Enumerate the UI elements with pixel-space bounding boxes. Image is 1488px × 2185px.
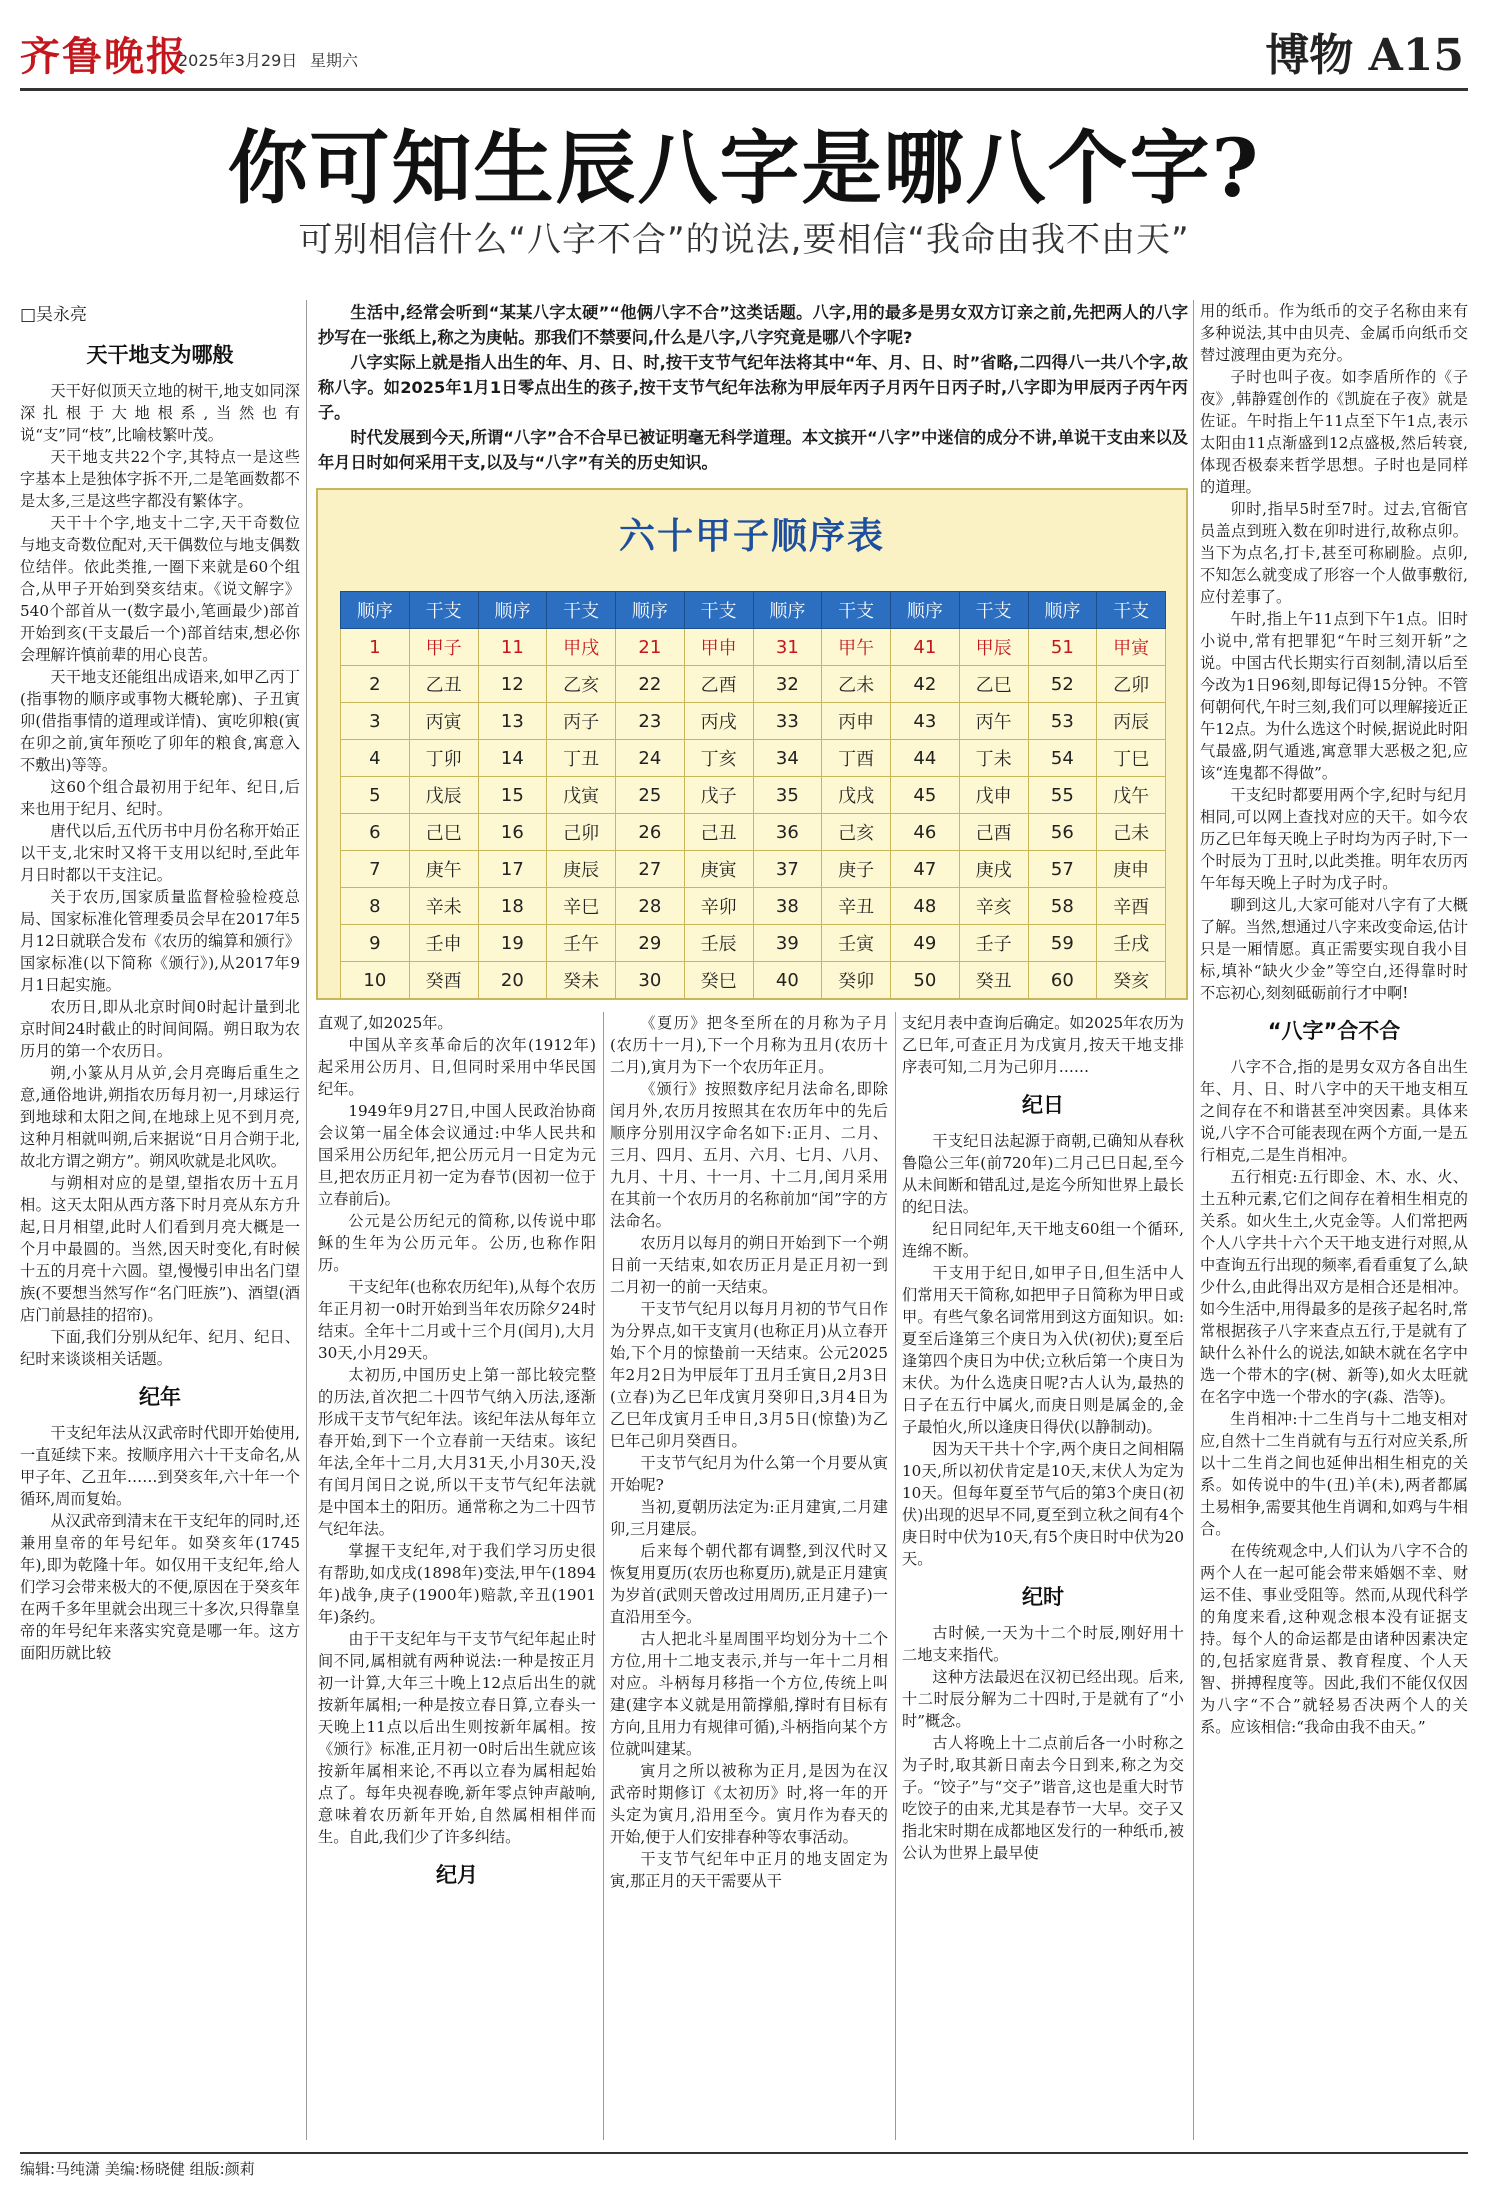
header-rule	[20, 88, 1468, 91]
table-header-cell: 顺序	[753, 592, 822, 629]
order-cell: 38	[753, 888, 822, 925]
headline: 你可知生辰八字是哪八个字?	[227, 121, 1261, 215]
ganzhi-cell: 甲辰	[959, 629, 1028, 666]
paragraph: 天干好似顶天立地的树干,地支如同深深扎根于大地根系,当然也有说“支”同“枝”,比喻枝繁叶茂。	[20, 382, 300, 444]
ganzhi-cell: 庚申	[1097, 851, 1166, 888]
ganzhi-cell: 乙巳	[959, 666, 1028, 703]
order-cell: 27	[616, 851, 685, 888]
column-4	[902, 1012, 1184, 2140]
subheading: 纪日	[1022, 1093, 1064, 1117]
paragraph: 掌握干支纪年,对于我们学习历史很有帮助,如戊戌(1898年)变法,甲午(1894年)战争,庚子(1900年)赔款,辛丑(1901年)条约。	[318, 1542, 596, 1626]
paragraph: 关于农历,国家质量监督检验检疫总局、国家标准化管理委员会早在2017年5月12日就联合发布《农历的编算和颁行》国家标准(以下简称《颁行》),从2017年9月1日起实施。	[20, 888, 300, 994]
ganzhi-cell: 丙寅	[409, 703, 478, 740]
table-header-cell: 干支	[1097, 592, 1166, 629]
column-divider	[306, 300, 307, 2140]
order-cell: 32	[753, 666, 822, 703]
paragraph: 《夏历》把冬至所在的月称为子月(农历十一月),下一个月称为丑月(农历十二月),寅月为下一个农历年正月。	[610, 1014, 888, 1076]
subheading: “八字”合不合	[1267, 1019, 1401, 1043]
paragraph: 天干地支共22个字,其特点一是这些字基本上是独体字拆不开,二是笔画数都不是太多,三是这些字都没有繁体字。	[20, 448, 300, 510]
paragraph: 朔,小篆从月从屰,会月亮晦后重生之意,通俗地讲,朔指农历每月初一,月球运行到地球和太阳之间,在地球上见不到月亮,这种月相就叫朔,后来据说“日月合朔于北,故北方谓之朔方”。朔风吹就是北风吹。	[20, 1064, 300, 1170]
column-divider	[1193, 300, 1194, 2140]
paragraph: 干支纪年(也称农历纪年),从每个农历年正月初一0时开始到当年农历除夕24时结束。全年十二月或十三个月(闰月),大月30天,小月29天。	[318, 1278, 596, 1362]
table-row	[341, 925, 1166, 962]
ganzhi-cell: 戊申	[959, 777, 1028, 814]
order-cell: 11	[478, 629, 547, 666]
order-cell: 14	[478, 740, 547, 777]
ganzhi-cell: 庚辰	[547, 851, 616, 888]
footer-credits: 编辑:马纯潇 美编:杨晓健 组版:颜莉	[20, 2160, 255, 2178]
order-cell: 1	[341, 629, 410, 666]
ganzhi-cell: 己酉	[959, 814, 1028, 851]
ganzhi-cell: 辛巳	[547, 888, 616, 925]
paragraph: 后来每个朝代都有调整,到汉代时又恢复用夏历(农历也称夏历),就是正月建寅为岁首(武则天曾改过用周历,正月建子)一直沿用至今。	[610, 1542, 888, 1626]
paragraph: 天干地支还能组出成语来,如甲乙丙丁(指事物的顺序或事物大概轮廓)、子丑寅卯(借指事情的道理或详情)、寅吃卯粮(寅在卯之前,寅年预吃了卯年的粮食,寓意入不敷出)等等。	[20, 668, 300, 774]
paragraph: 中国从辛亥革命后的次年(1912年)起采用公历月、日,但同时采用中华民国纪年。	[318, 1036, 596, 1098]
column-2	[318, 1012, 596, 2140]
ganzhi-cell: 戊午	[1097, 777, 1166, 814]
order-cell: 35	[753, 777, 822, 814]
ganzhi-cell: 壬戌	[1097, 925, 1166, 962]
ganzhi-cell: 戊子	[684, 777, 753, 814]
publication-weekday: 星期六	[310, 51, 359, 70]
order-cell: 2	[341, 666, 410, 703]
lead-paragraph: 时代发展到今天,所谓“八字”合不合早已被证明毫无科学道理。本文摈开“八字”中迷信的成分不讲,单说干支由来以及年月日时如何采用干支,以及与“八字”有关的历史知识。	[318, 428, 1188, 472]
publication-date: 2025年3月29日	[178, 51, 298, 70]
column-1	[20, 340, 300, 2135]
masthead-logo: 齐鲁晚报	[20, 33, 188, 80]
ganzhi-cell: 丙戌	[684, 703, 753, 740]
paragraph: 干支纪时都要用两个字,纪时与纪月相同,可以网上查找对应的天干。如今农历乙巳年每天晚上子时均为丙子时,下一个时辰为丁丑时,以此类推。明年农历丙午年每天晚上子时为戊子时。	[1200, 786, 1468, 892]
order-cell: 30	[616, 962, 685, 999]
footer-rule	[20, 2152, 1468, 2154]
ganzhi-cell: 丙午	[959, 703, 1028, 740]
table-row	[341, 962, 1166, 999]
order-cell: 56	[1028, 814, 1097, 851]
ganzhi-cell: 癸未	[547, 962, 616, 999]
paragraph: 聊到这儿,大家可能对八字有了大概了解。当然,想通过八字来改变命运,估计只是一厢情愿。真正需要实现自我小目标,填补“缺火少金”等空白,还得靠时时不忘初心,刻刻砥砺前行才中啊!	[1200, 896, 1468, 1002]
ganzhi-cell: 丁巳	[1097, 740, 1166, 777]
paragraph: 太初历,中国历史上第一部比较完整的历法,首次把二十四节气纳入历法,逐渐形成干支节气纪年法。该纪年法从每年立春开始,到下一个立春前一天结束。该纪年法,全年十二月,大月31天,小月30天,没有闰月闰日之说,所以干支节气纪年法就是中国本土的阳历。通常称之为二十四节气纪年法。	[318, 1366, 596, 1538]
table-header-cell: 顺序	[616, 592, 685, 629]
order-cell: 23	[616, 703, 685, 740]
paragraph: 这60个组合最初用于纪年、纪日,后来也用于纪月、纪时。	[20, 778, 300, 818]
ganzhi-cell: 丙辰	[1097, 703, 1166, 740]
subheading: 纪年	[139, 1385, 181, 1409]
order-cell: 60	[1028, 962, 1097, 999]
paragraph: 由于干支纪年与干支节气纪年起止时间不同,属相就有两种说法:一种是按正月初一计算,大年三十晚上12点后出生的就按新年属相;一种是按立春日算,立春头一天晚上11点以后出生则按新年属相。按《颁行》标准,正月初一0时后出生就应该按新年属相来论,不再以立春为属相起始点了。每年央视春晚,新年零点钟声敲响,意味着农历新年开始,自然属相相伴而生。自此,我们少了许多纠结。	[318, 1630, 596, 1846]
order-cell: 40	[753, 962, 822, 999]
ganzhi-cell: 壬寅	[822, 925, 891, 962]
paragraph: 干支节气纪年中正月的地支固定为寅,那正月的天干需要从干	[610, 1850, 888, 1890]
order-cell: 22	[616, 666, 685, 703]
ganzhi-cell: 丁酉	[822, 740, 891, 777]
order-cell: 3	[341, 703, 410, 740]
paragraph: 天干十个字,地支十二字,天干奇数位与地支奇数位配对,天干偶数位与地支偶数位结伴。依此类推,一圈下来就是60个组合,从甲子开始到癸亥结束。《说文解字》540个部首从一(数字最小,笔画最少)部首开始到亥(干支最后一个)部首结束,想必你会理解许慎前辈的用心良苦。	[20, 514, 300, 664]
ganzhi-cell: 庚戌	[959, 851, 1028, 888]
paragraph: 公元是公历纪元的简称,以传说中耶稣的生年为公历元年。公历,也称作阳历。	[318, 1212, 596, 1274]
order-cell: 25	[616, 777, 685, 814]
ganzhi-cell: 己卯	[547, 814, 616, 851]
ganzhi-cell: 己巳	[409, 814, 478, 851]
paragraph: 与朔相对应的是望,望指农历十五月相。这天太阳从西方落下时月亮从东方升起,日月相望,此时人们看到月亮大概是一个月中最圆的。当然,因天时变化,有时候十五的月亮十六圆。望,慢慢引申出名门望族(不要想当然写作“名门旺族”)、酒望(酒店门前悬挂的招帘)。	[20, 1174, 300, 1324]
ganzhi-cell: 癸酉	[409, 962, 478, 999]
order-cell: 57	[1028, 851, 1097, 888]
paragraph: 纪日同纪年,天干地支60组一个循环,连绵不断。	[902, 1220, 1184, 1260]
order-cell: 52	[1028, 666, 1097, 703]
paragraph: 干支纪日法起源于商朝,已确知从春秋鲁隐公三年(前720年)二月己巳日起,至今从未间断和错乱过,是迄今所知世界上最长的纪日法。	[902, 1132, 1184, 1216]
paragraph: 生肖相冲:十二生肖与十二地支相对应,自然十二生肖就有与五行对应关系,所以十二生肖之间也延伸出相生相克的关系。如传说中的牛(丑)羊(未),两者都属土易相争,需要其他生肖调和,如鸡与牛相合。	[1200, 1410, 1468, 1538]
ganzhi-cell: 乙酉	[684, 666, 753, 703]
author-byline: □吴永亮	[20, 305, 88, 325]
ganzhi-cell: 甲申	[684, 629, 753, 666]
table-header-row	[341, 592, 1166, 629]
sexagenary-table-box	[316, 488, 1188, 1000]
order-cell: 55	[1028, 777, 1097, 814]
article-lead	[318, 300, 1188, 480]
ganzhi-cell: 丙子	[547, 703, 616, 740]
order-cell: 9	[341, 925, 410, 962]
ganzhi-cell: 丁亥	[684, 740, 753, 777]
order-cell: 37	[753, 851, 822, 888]
order-cell: 54	[1028, 740, 1097, 777]
order-cell: 15	[478, 777, 547, 814]
paragraph: 农历月以每月的朔日开始到下一个朔日前一天结束,如农历正月是正月初一到二月初一的前一天结束。	[610, 1234, 888, 1296]
ganzhi-cell: 癸亥	[1097, 962, 1166, 999]
paragraph: 古人将晚上十二点前后各一小时称之为子时,取其新日南去今日到来,称之为交子。“饺子”与“交子”谐音,这也是重大时节吃饺子的由来,尤其是春节一大早。交子又指北宋时期在成都地区发行的一种纸币,被公认为世界上最早使	[902, 1734, 1184, 1862]
ganzhi-cell: 辛未	[409, 888, 478, 925]
ganzhi-cell: 壬申	[409, 925, 478, 962]
order-cell: 58	[1028, 888, 1097, 925]
paragraph: 干支节气纪月以每月月初的节气日作为分界点,如干支寅月(也称正月)从立春开始,下个月的惊蛰前一天结束。公元2025年2月2日为甲辰年丁丑月壬寅日,2月3日(立春)为乙巳年戊寅月癸卯日,3月4日为乙巳年戊寅月壬申日,3月5日(惊蛰)为乙巳年己卯月癸酉日。	[610, 1300, 888, 1450]
subheading: 纪月	[436, 1863, 478, 1887]
order-cell: 28	[616, 888, 685, 925]
ganzhi-cell: 甲子	[409, 629, 478, 666]
paragraph: 干支节气纪月为什么第一个月要从寅开始呢?	[610, 1454, 888, 1494]
paragraph: 古时候,一天为十二个时辰,刚好用十二地支来指代。	[902, 1624, 1184, 1664]
paragraph: 因为天干共十个字,两个庚日之间相隔10天,所以初伏肯定是10天,末伏人为定为10天。但每年夏至节气后的第3个庚日(初伏)出现的迟早不同,夏至到立秋之间有4个庚日时中伏为10天,有5个庚日时中伏为20天。	[902, 1440, 1184, 1568]
ganzhi-cell: 壬辰	[684, 925, 753, 962]
order-cell: 42	[891, 666, 960, 703]
lead-paragraph: 八字实际上就是指人出生的年、月、日、时,按干支节气纪年法将其中“年、月、日、时”省略,二四得八一共八个字,故称八字。如2025年1月1日零点出生的孩子,按干支节气纪年法称为甲辰年丙子月丙午日丙子时,八字即为甲辰丙子丙午丙子。	[318, 353, 1188, 422]
order-cell: 31	[753, 629, 822, 666]
table-header-cell: 顺序	[1028, 592, 1097, 629]
table-row	[341, 777, 1166, 814]
table-header-cell: 顺序	[341, 592, 410, 629]
ganzhi-cell: 庚子	[822, 851, 891, 888]
ganzhi-cell: 戊寅	[547, 777, 616, 814]
ganzhi-cell: 辛丑	[822, 888, 891, 925]
order-cell: 49	[891, 925, 960, 962]
ganzhi-cell: 丁丑	[547, 740, 616, 777]
paragraph: 用的纸币。作为纸币的交子名称由来有多种说法,其中由贝壳、金属币向纸币交替过渡理由更为充分。	[1200, 302, 1468, 364]
ganzhi-cell: 癸卯	[822, 962, 891, 999]
table-row	[341, 740, 1166, 777]
paragraph: 古人把北斗星周围平均划分为十二个方位,用十二地支表示,并与一年十二月相对应。斗柄每月移指一个方位,传统上叫建(建字本义就是用箭撑船,撑时有目标有方向,且用力有规律可循),斗柄指向某个方位就叫建某。	[610, 1630, 888, 1758]
ganzhi-cell: 甲戌	[547, 629, 616, 666]
ganzhi-cell: 乙卯	[1097, 666, 1166, 703]
paragraph: 唐代以后,五代历书中月份名称开始正以干支,北宋时又将干支用以纪时,至此年月日时都以干支注记。	[20, 822, 300, 884]
table-header-cell: 干支	[684, 592, 753, 629]
ganzhi-cell: 辛卯	[684, 888, 753, 925]
paragraph: 当初,夏朝历法定为:正月建寅,二月建卯,三月建辰。	[610, 1498, 888, 1538]
ganzhi-cell: 乙亥	[547, 666, 616, 703]
paragraph: 农历日,即从北京时间0时起计量到北京时间24时截止的时间间隔。朔日取为农历月的第一个农历日。	[20, 998, 300, 1060]
ganzhi-cell: 丙申	[822, 703, 891, 740]
table-row	[341, 888, 1166, 925]
order-cell: 41	[891, 629, 960, 666]
ganzhi-cell: 壬午	[547, 925, 616, 962]
table-row	[341, 814, 1166, 851]
column-divider	[895, 1012, 896, 2140]
paragraph: 八字不合,指的是男女双方各自出生年、月、日、时八字中的天干地支相互之间存在不和谐甚至冲突因素。具体来说,八字不合可能表现在两个方面,一是五行相克,二是生肖相冲。	[1200, 1058, 1468, 1164]
table-row	[341, 629, 1166, 666]
ganzhi-cell: 庚午	[409, 851, 478, 888]
order-cell: 18	[478, 888, 547, 925]
paragraph: 直观了,如2025年。	[318, 1014, 453, 1032]
order-cell: 43	[891, 703, 960, 740]
subheadline: 可别相信什么“八字不合”的说法,要相信“我命由我不由天”	[298, 220, 1190, 260]
ganzhi-cell: 辛酉	[1097, 888, 1166, 925]
ganzhi-cell: 己丑	[684, 814, 753, 851]
column-5	[1200, 300, 1468, 2140]
paragraph: 卯时,指早5时至7时。过去,官衙官员盖点到班入数在卯时进行,故称点卯。当下为点名,打卡,甚至可称刷脸。点卯,不知怎么就变成了形容一个人做事敷衍,应付差事了。	[1200, 500, 1468, 606]
table-row	[341, 666, 1166, 703]
order-cell: 44	[891, 740, 960, 777]
sexagenary-table	[340, 591, 1166, 999]
order-cell: 48	[891, 888, 960, 925]
order-cell: 5	[341, 777, 410, 814]
column-divider	[603, 1012, 604, 2140]
order-cell: 33	[753, 703, 822, 740]
paragraph: 从汉武帝到清末在干支纪年的同时,还兼用皇帝的年号纪年。如癸亥年(1745年),即为乾隆十年。如仅用干支纪年,给人们学习会带来极大的不便,原因在于癸亥年在两千多年里就会出现三十多次,只得靠皇帝的年号纪年来落实究竟是哪一年。这方面阳历就比较	[20, 1512, 300, 1662]
paragraph: 下面,我们分别从纪年、纪月、纪日、纪时来谈谈相关话题。	[20, 1328, 300, 1368]
ganzhi-cell: 辛亥	[959, 888, 1028, 925]
paragraph: 五行相克:五行即金、木、水、火、土五种元素,它们之间存在着相生相克的关系。如火生土,火克金等。人们常把两个人八字共十六个天干地支进行对照,从中查询五行出现的频率,看看重复了么,缺少什么,由此得出双方是相合还是相冲。如今生活中,用得最多的是孩子起名时,常常根据孩子八字来查点五行,于是就有了缺什么补什么的说法,如缺木就在名字中选一个带木的字(树、新等),如火太旺就在名字中选一个带水的字(淼、浩等)。	[1200, 1168, 1468, 1406]
order-cell: 39	[753, 925, 822, 962]
order-cell: 8	[341, 888, 410, 925]
order-cell: 10	[341, 962, 410, 999]
paragraph: 在传统观念中,人们认为八字不合的两个人在一起可能会带来婚姻不幸、财运不佳、事业受阻等。然而,从现代科学的角度来看,这种观念根本没有证据支持。每个人的命运都是由诸种因素决定的,包括家庭背景、教育程度、个人天智、拼搏程度等。因此,我们不能仅仅因为八字“不合”就轻易否决两个人的关系。应该相信:“我命由我不由天。”	[1200, 1542, 1468, 1736]
table-header-cell: 顺序	[891, 592, 960, 629]
paragraph: 干支用于纪日,如甲子日,但生活中人们常用天干简称,如把甲子日简称为甲日或甲。有些气象名词常用到这方面知识。如:夏至后逢第三个庚日为入伏(初伏);夏至后逢第四个庚日为中伏;立秋后第一个庚日为末伏。为什么选庚日呢?古人认为,最热的日子在五行中属火,而庚日则是属金的,金子最怕火,所以逢庚日得伏(以静制动)。	[902, 1264, 1184, 1436]
ganzhi-cell: 己未	[1097, 814, 1166, 851]
order-cell: 12	[478, 666, 547, 703]
ganzhi-cell: 壬子	[959, 925, 1028, 962]
order-cell: 4	[341, 740, 410, 777]
subheading: 天干地支为哪般	[86, 343, 234, 367]
table-row	[341, 851, 1166, 888]
order-cell: 29	[616, 925, 685, 962]
paragraph: 这种方法最迟在汉初已经出现。后来,十二时辰分解为二十四时,于是就有了“小时”概念。	[902, 1668, 1184, 1730]
table-header-cell: 干支	[547, 592, 616, 629]
order-cell: 24	[616, 740, 685, 777]
order-cell: 20	[478, 962, 547, 999]
column-3	[610, 1012, 888, 2140]
paragraph: 午时,指上午11点到下午1点。旧时小说中,常有把罪犯“午时三刻开斩”之说。中国古代长期实行百刻制,清以后至今改为1日96刻,即每记得15分钟。不管何朝何代,午时三刻,我们可以理解接近正午12点。为什么选这个时候,据说此时阳气最盛,阴气遁逃,寓意罪大恶极之犯,应该“连鬼都不得做”。	[1200, 610, 1468, 782]
paragraph: 1949年9月27日,中国人民政治协商会议第一届全体会议通过:中华人民共和国采用公历纪年,把公历元月一日定为元旦,把农历正月初一定为春节(因初一位于立春前后)。	[318, 1102, 596, 1208]
ganzhi-cell: 癸巳	[684, 962, 753, 999]
table-row	[341, 703, 1166, 740]
order-cell: 21	[616, 629, 685, 666]
table-header-cell: 干支	[822, 592, 891, 629]
paragraph: 干支纪年法从汉武帝时代即开始使用,一直延续下来。按顺序用六十干支命名,从甲子年、乙丑年……到癸亥年,六十年一个循环,周而复始。	[20, 1424, 300, 1508]
paragraph: 子时也叫子夜。如李盾所作的《子夜》,韩静霆创作的《凯旋在子夜》就是佐证。午时指上午11点至下午1点,表示太阳由11点渐盛到12点盛极,然后转衰,体现否极泰来哲学思想。子时也是同样的道理。	[1200, 368, 1468, 496]
order-cell: 50	[891, 962, 960, 999]
table-body	[341, 629, 1166, 999]
paragraph: 寅月之所以被称为正月,是因为在汉武帝时期修订《太初历》时,将一年的开头定为寅月,沿用至今。寅月作为春天的开始,便于人们安排春种等农事活动。	[610, 1762, 888, 1846]
order-cell: 17	[478, 851, 547, 888]
ganzhi-cell: 乙丑	[409, 666, 478, 703]
subheading: 纪时	[1022, 1585, 1064, 1609]
section-label: 博物 A15	[1265, 30, 1464, 81]
order-cell: 16	[478, 814, 547, 851]
ganzhi-cell: 庚寅	[684, 851, 753, 888]
order-cell: 26	[616, 814, 685, 851]
ganzhi-cell: 戊戌	[822, 777, 891, 814]
ganzhi-cell: 癸丑	[959, 962, 1028, 999]
ganzhi-cell: 甲午	[822, 629, 891, 666]
order-cell: 51	[1028, 629, 1097, 666]
lead-paragraph: 生活中,经常会听到“某某八字太硬”“他俩八字不合”这类话题。八字,用的最多是男女双方订亲之前,先把两人的八字抄写在一张纸上,称之为庚帖。那我们不禁要问,什么是八字,八字究竟是哪八个字呢?	[318, 303, 1188, 347]
order-cell: 6	[341, 814, 410, 851]
ganzhi-cell: 戊辰	[409, 777, 478, 814]
ganzhi-cell: 己亥	[822, 814, 891, 851]
table-title: 六十甲子顺序表	[618, 516, 885, 557]
paragraph: 《颁行》按照数序纪月法命名,即除闰月外,农历月按照其在农历年中的先后顺序分别用汉字命名如下:正月、二月、三月、四月、五月、六月、七月、八月、九月、十月、十一月、十二月,闰月采用在其前一个农历月的名称前加“闰”字的方法命名。	[610, 1080, 888, 1230]
table-header-cell: 干支	[409, 592, 478, 629]
order-cell: 7	[341, 851, 410, 888]
table-header-cell: 顺序	[478, 592, 547, 629]
order-cell: 13	[478, 703, 547, 740]
order-cell: 47	[891, 851, 960, 888]
ganzhi-cell: 丁卯	[409, 740, 478, 777]
order-cell: 19	[478, 925, 547, 962]
order-cell: 36	[753, 814, 822, 851]
order-cell: 34	[753, 740, 822, 777]
order-cell: 53	[1028, 703, 1097, 740]
table-header-cell: 干支	[959, 592, 1028, 629]
ganzhi-cell: 甲寅	[1097, 629, 1166, 666]
paragraph: 支纪月表中查询后确定。如2025年农历为乙巳年,可查正月为戊寅月,按天干地支排序表可知,二月为己卯月……	[902, 1014, 1184, 1076]
order-cell: 45	[891, 777, 960, 814]
order-cell: 46	[891, 814, 960, 851]
ganzhi-cell: 丁未	[959, 740, 1028, 777]
order-cell: 59	[1028, 925, 1097, 962]
ganzhi-cell: 乙未	[822, 666, 891, 703]
